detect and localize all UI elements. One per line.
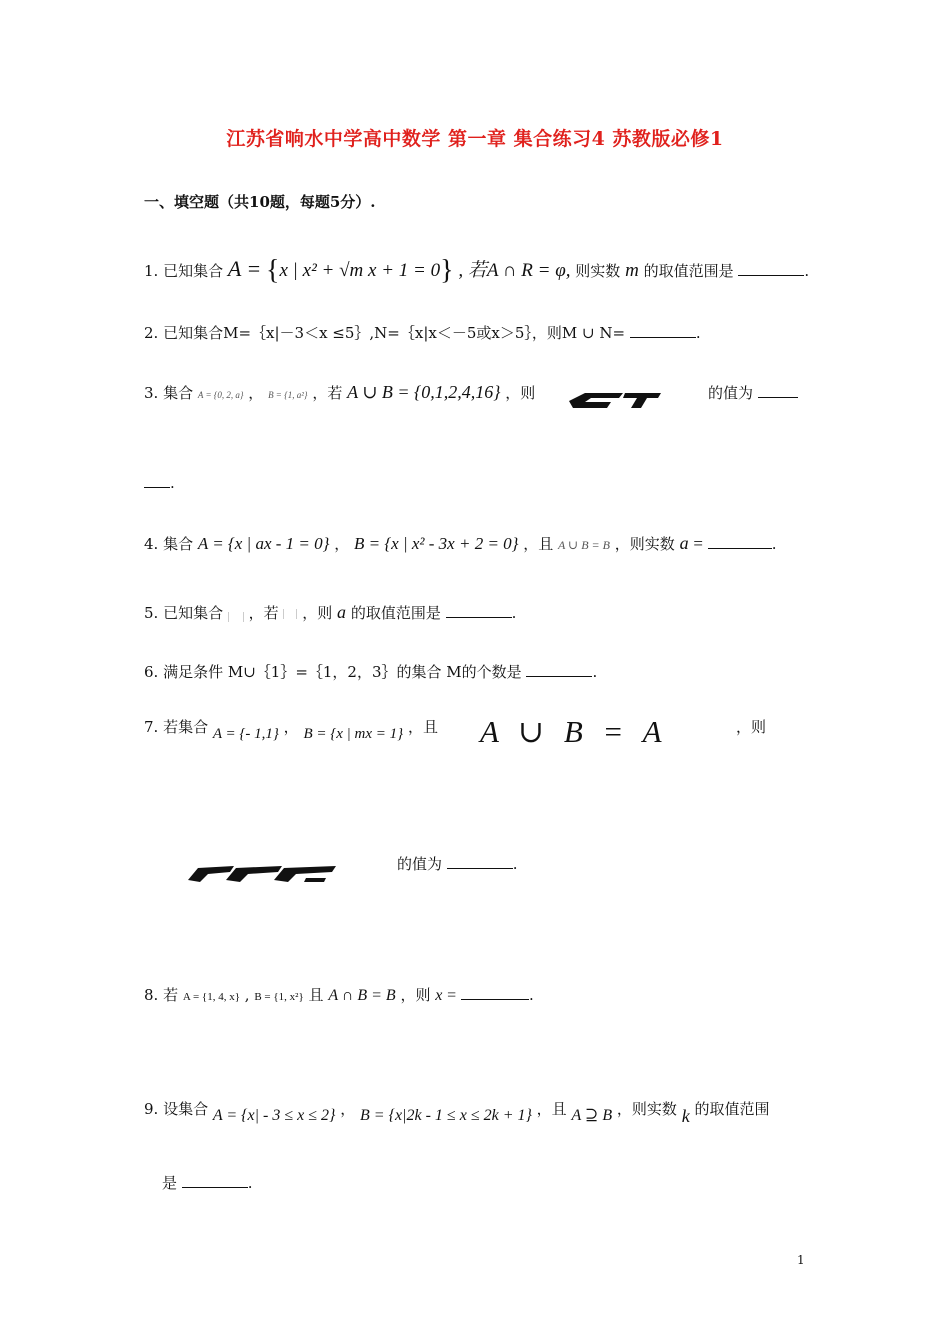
- q3-then: ，则: [505, 384, 536, 402]
- q3-tail: 的值为: [708, 384, 754, 402]
- q5-answer-blank[interactable]: [446, 605, 512, 618]
- q7-sep: ，: [283, 718, 299, 736]
- question-2: [144, 322, 701, 343]
- q1-answer-blank[interactable]: [738, 263, 804, 276]
- q9-continuation: [162, 1172, 253, 1193]
- q7-then: ，则: [736, 718, 767, 736]
- document-title: 江苏省响水中学高中数学 第一章 集合练习4 苏教版必修1: [226, 128, 724, 150]
- q4-set-b: B = {x | x² - 3x + 2 = 0}: [354, 534, 519, 553]
- q8-period: .: [528, 986, 534, 1004]
- q3-prefix: 3. 集合: [144, 384, 194, 402]
- q1-prefix: 1. 已知集合: [144, 262, 224, 280]
- q4-cond-prefix: ，且: [523, 535, 554, 553]
- q6-answer-blank[interactable]: [526, 664, 592, 677]
- q8-sep: ,: [244, 986, 250, 1004]
- q4-prefix: 4. 集合: [144, 535, 194, 553]
- q7-answer-blank[interactable]: [447, 856, 513, 869]
- q3-period: .: [170, 474, 175, 492]
- q7-set-a: A = {- 1,1}: [212, 726, 279, 742]
- q4-set-a: A = {x | ax - 1 = 0}: [197, 534, 330, 553]
- q9-set-a: A = {x| - 3 ≤ x ≤ 2}: [212, 1107, 336, 1124]
- question-9: [144, 1098, 770, 1127]
- question-5: [144, 602, 516, 623]
- q1-tail: 则实数: [575, 262, 621, 280]
- question-4: [144, 533, 777, 554]
- q2-answer-blank[interactable]: [630, 325, 696, 338]
- question-1: [144, 255, 809, 287]
- q6-period: .: [592, 663, 598, 681]
- q5-prefix: 5. 已知集合: [144, 604, 224, 622]
- question-7: [144, 716, 438, 743]
- q5-missing-image-2: [283, 609, 297, 619]
- q4-sep: ，: [334, 535, 350, 553]
- q9-prefix: 9. 设集合: [144, 1100, 209, 1118]
- q1-condition: , 若A ∩ R = φ,: [458, 260, 571, 281]
- q3-sep: ，: [248, 384, 264, 402]
- q9-answer-blank[interactable]: [182, 1175, 248, 1188]
- q4-eq: =: [693, 534, 703, 553]
- q4-var: a: [679, 533, 689, 553]
- q5-end: 的取值范围是: [350, 604, 441, 622]
- q6-text: 6. 满足条件 M∪｛1｝=｛1，2，3｝的集合 M的个数是: [144, 663, 522, 681]
- q7-prefix: 7. 若集合: [144, 718, 209, 736]
- q5-period: .: [511, 604, 517, 622]
- q9-var: k: [681, 1106, 690, 1126]
- q4-period: .: [771, 535, 777, 553]
- page-number: 1: [797, 1253, 805, 1267]
- q8-var: x: [435, 987, 443, 1004]
- q8-tail: ，则: [400, 986, 431, 1004]
- q3-tail-line: [708, 382, 798, 403]
- q9-tail: ，则实数: [616, 1100, 677, 1118]
- section-heading: 一、填空题（共10题，每题5分）.: [144, 193, 376, 211]
- q7-condition: A ∪ B = A: [480, 714, 668, 749]
- question-8: [144, 984, 534, 1005]
- q1-brace-open: {: [266, 255, 280, 286]
- q3-answer-blank-cont[interactable]: [144, 475, 170, 488]
- q4-tail: ，则实数: [614, 535, 675, 553]
- q8-cond: A ∩ B = B: [328, 987, 396, 1004]
- q9-period: .: [247, 1174, 253, 1192]
- q3-cond-prefix: ，若: [312, 384, 343, 402]
- q1-var: m: [625, 260, 639, 281]
- q7-period: .: [512, 855, 518, 873]
- q9-set-b: B = {x|2k - 1 ≤ x ≤ 2k + 1}: [360, 1107, 532, 1124]
- q9-end: 的取值范围: [694, 1100, 770, 1118]
- q3-continuation: [144, 474, 175, 492]
- q8-set-b: B = {1, x²}: [254, 991, 304, 1003]
- q5-tail: ，则: [302, 604, 333, 622]
- q3-union: A ∪ B = {0,1,2,4,16}: [347, 382, 501, 402]
- q1-set-lhs: A =: [227, 256, 262, 281]
- q8-prefix: 8. 若: [144, 986, 179, 1004]
- q7-cond-prefix: ，且: [407, 718, 438, 736]
- q5-var: a: [337, 602, 347, 622]
- q9-cond-prefix: ，且: [536, 1100, 567, 1118]
- q7-garbled-variable-image: [186, 862, 342, 884]
- q8-eq: =: [447, 987, 457, 1004]
- q7-tail: 的值为: [397, 855, 443, 873]
- q1-set-body: x | x² + √m x + 1 = 0: [279, 260, 441, 281]
- q8-set-a: A = {1, 4, x}: [182, 991, 240, 1003]
- q3-set-a: A = {0, 2, a}: [197, 390, 244, 400]
- q3-answer-blank[interactable]: [758, 385, 798, 398]
- q8-cond-prefix: 且: [308, 986, 324, 1004]
- question-3: [144, 382, 535, 403]
- q2-text: 2. 已知集合M=｛x|－3＜x ≤5｝,N=｛x|x＜－5或x＞5｝，则M ∪ N=: [144, 324, 626, 342]
- q2-period: .: [695, 324, 701, 342]
- q4-cond: A ∪ B = B: [558, 538, 610, 552]
- q1-brace-close: }: [440, 255, 454, 286]
- q4-answer-blank[interactable]: [708, 536, 772, 549]
- q5-missing-image: [228, 612, 244, 622]
- q9-line2: 是: [162, 1174, 178, 1192]
- q1-period: .: [804, 262, 810, 280]
- q5-mid: ，若: [248, 604, 279, 622]
- q7-tail-line: [397, 853, 518, 874]
- q1-end: 的取值范围是: [643, 262, 734, 280]
- q9-cond: A ⊇ B: [571, 1107, 613, 1124]
- q7-set-b: B = {x | mx = 1}: [303, 726, 404, 742]
- question-6: [144, 661, 597, 682]
- q8-answer-blank[interactable]: [461, 987, 529, 1000]
- q3-garbled-variable-image: [565, 388, 665, 410]
- q9-sep: ，: [340, 1100, 356, 1118]
- q3-set-b: B = {1, a²}: [268, 390, 308, 400]
